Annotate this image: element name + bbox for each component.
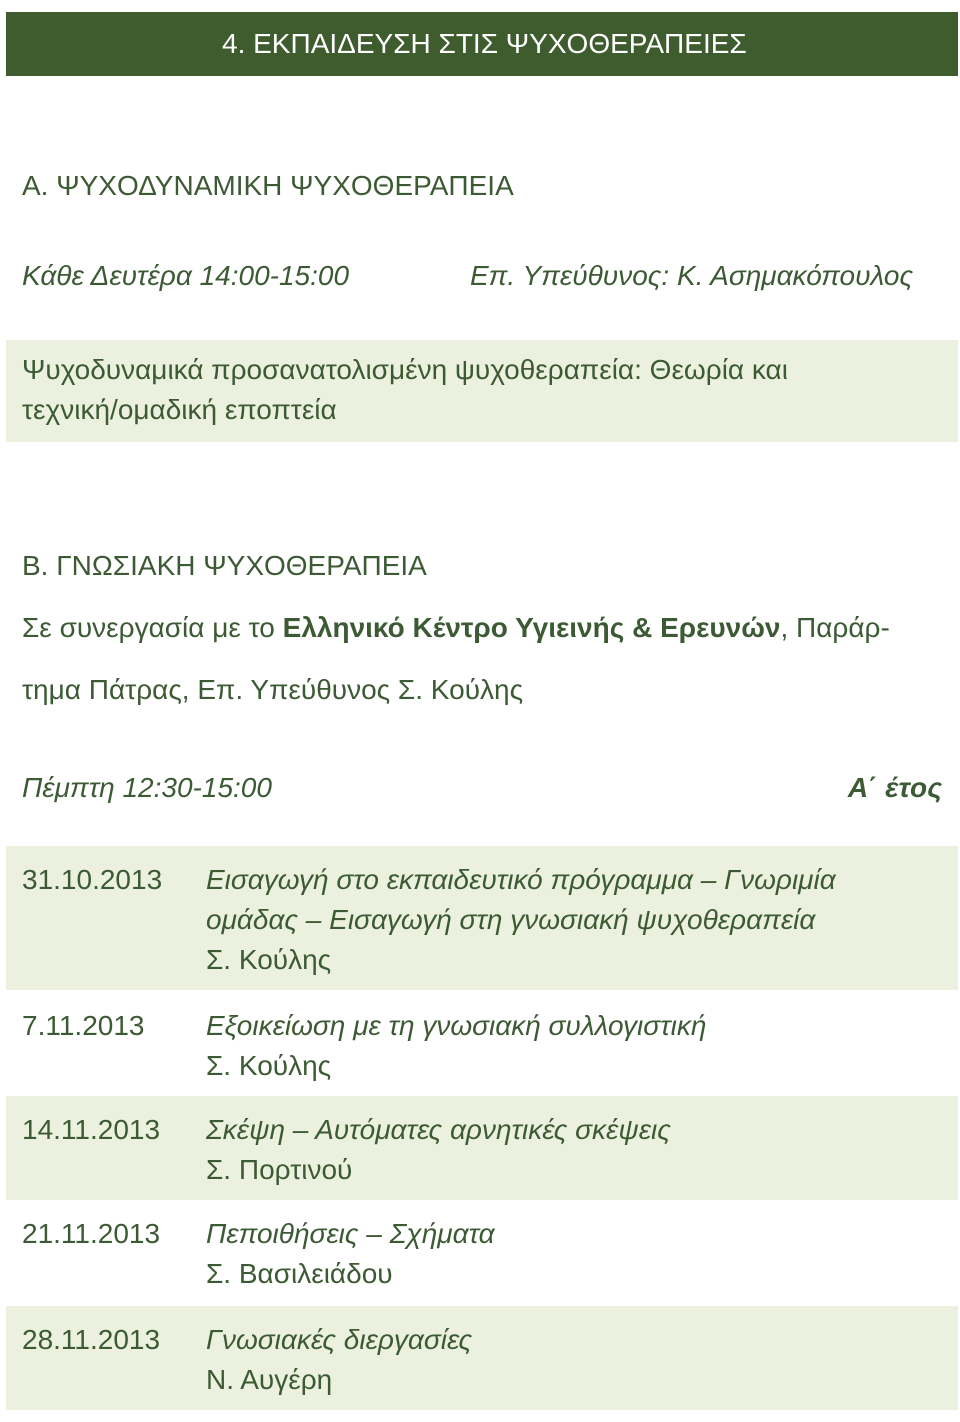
section-a-title: Α. ΨΥΧΟΔΥΝΑΜΙΚΗ ΨΥΧΟΘΕΡΑΠΕΙΑ [22,170,514,201]
section-a-description-line1: Ψυχοδυναμικά προσανατολισμένη ψυχοθεραπεία: Θεωρία και [22,354,788,385]
session-speaker: Σ. Πορτινού [206,1154,353,1185]
session-date: 7.11.2013 [22,1010,145,1041]
section-b-schedule: Πέμπτη 12:30-15:00 [22,772,272,803]
section-b-title: Β. ΓΝΩΣΙΑΚΗ ΨΥΧΟΘΕΡΑΠΕΙΑ [22,550,427,581]
session-speaker: Σ. Κούλης [206,944,332,975]
section-b-year: Α΄ έτος [847,772,942,803]
collab-suffix: , Παράρ- [780,612,890,643]
collab-prefix: Σε συνεργασία με το [22,612,283,643]
session-date: 21.11.2013 [22,1218,161,1249]
section-a-schedule: Κάθε Δευτέρα 14:00-15:00 [22,260,350,291]
session-topic: Εξοικείωση με τη γνωσιακή συλλογιστική [206,1010,707,1041]
section-a-responsible: Επ. Υπεύθυνος: Κ. Ασημακόπουλος [470,260,914,291]
session-date: 28.11.2013 [22,1324,161,1355]
session-speaker: Σ. Βασιλειάδου [206,1258,393,1289]
session-speaker: Ν. Αυγέρη [206,1364,333,1395]
session-date: 14.11.2013 [22,1114,161,1145]
section-header [6,12,958,76]
session-topic: Πεποιθήσεις – Σχήματα [206,1218,495,1249]
session-row [6,1110,958,1210]
collab-organization: Ελληνικό Κέντρο Υγιεινής & Ερευνών [282,612,781,643]
session-row [6,1320,958,1420]
session-topic: Γνωσιακές διεργασίες [206,1324,473,1355]
session-row [6,1214,958,1314]
session-speaker: Σ. Κούλης [206,1050,332,1081]
session-topic: Σκέψη – Αυτόματες αρνητικές σκέψεις [206,1114,671,1145]
session-topic: Εισαγωγή στο εκπαιδευτικό πρόγραμμα – Γνωριμία [206,864,836,895]
section-a-description-line2: τεχνική/ομαδική εποπτεία [22,394,337,425]
session-topic-line2: ομάδας – Εισαγωγή στη γνωσιακή ψυχοθεραπεία [206,904,816,935]
section-b-collaboration [22,612,890,644]
session-row [6,860,958,975]
session-row [6,1006,958,1106]
section-header-title: 4. ΕΚΠΑΙΔΕΥΣΗ ΣΤΙΣ ΨΥΧΟΘΕΡΑΠΕΙΕΣ [222,28,747,59]
session-date: 31.10.2013 [22,864,163,895]
section-b-collaboration-line2: τημα Πάτρας, Επ. Υπεύθυνος Σ. Κούλης [22,674,524,705]
